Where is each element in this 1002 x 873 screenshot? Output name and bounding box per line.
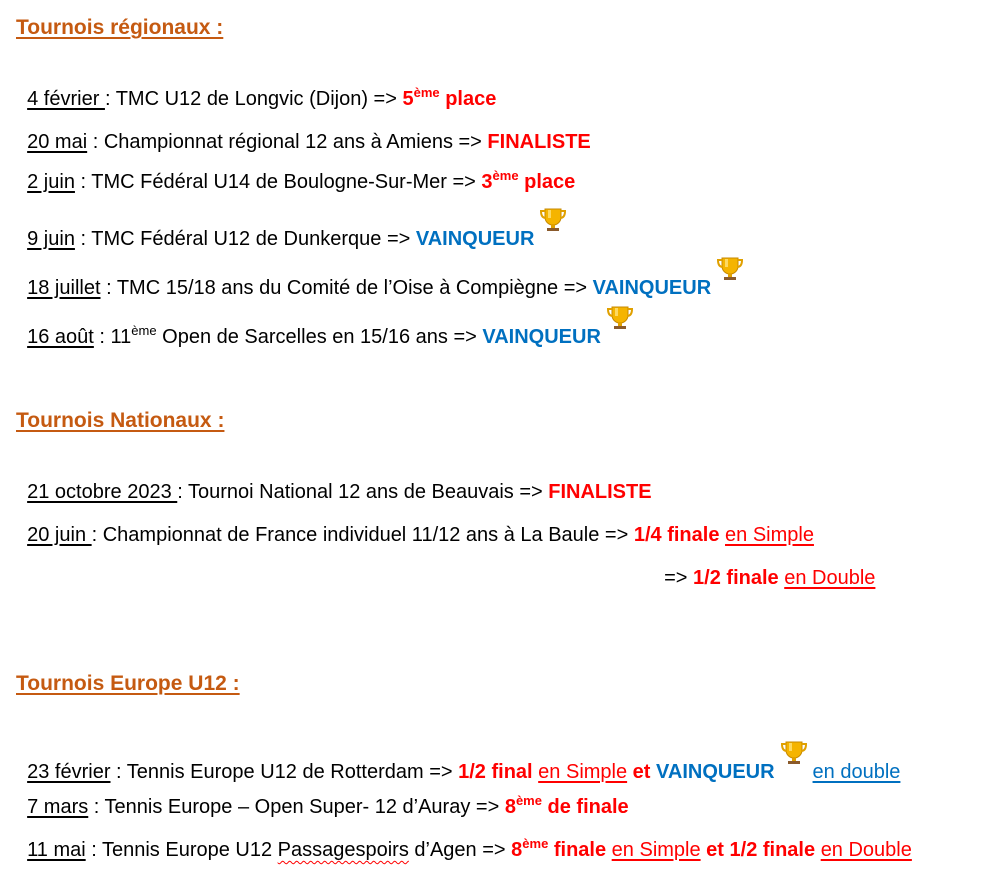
section-regional-title: Tournois régionaux : — [16, 16, 224, 39]
item-date: 4 février — [27, 88, 105, 110]
section-europe-title: Tournois Europe U12 : — [16, 672, 240, 695]
item-detail: en Simple — [725, 524, 814, 546]
item-text: : Tournoi National 12 ans de Beauvais => — [177, 481, 549, 503]
section-national-title: Tournois Nationaux : — [16, 409, 225, 432]
item-text: : Championnat de France individuel 11/12 ans à La Baule => — [91, 524, 634, 546]
item-detail-2: en double — [812, 761, 901, 783]
item-text: : TMC Fédéral U14 de Boulogne-Sur-Mer => — [74, 171, 482, 193]
item-result: 8ème finale — [511, 836, 607, 861]
item-text: : 11ème Open de Sarcelles en 15/16 ans => — [93, 323, 483, 348]
item-text: : Championnat régional 12 ans à Amiens => — [87, 131, 488, 153]
item-detail: en Simple — [611, 839, 701, 861]
spellcheck-word: Passagespoirs — [277, 839, 409, 861]
list-item — [16, 811, 912, 863]
item-text: : TMC U12 de Longvic (Dijon) => — [104, 88, 403, 110]
item-result: 8ème de finale — [504, 793, 629, 818]
item-date: 20 mai — [27, 131, 88, 153]
list-item — [16, 143, 575, 195]
trophy-icon — [605, 303, 635, 333]
item-detail: en Simple — [538, 761, 628, 783]
item-date: 7 mars — [27, 796, 89, 818]
item-result: FINALISTE — [487, 131, 591, 153]
item-result: FINALISTE — [548, 481, 652, 503]
item-detail: en Double — [784, 567, 876, 589]
item-date: 2 juin — [27, 171, 75, 193]
item-date: 20 juin — [27, 524, 92, 546]
item-detail-2: en Double — [820, 839, 912, 861]
item-result: VAINQUEUR — [482, 326, 601, 348]
item-result-2: 1/2 finale — [729, 839, 816, 861]
item-text: => — [664, 567, 694, 589]
trophy-icon — [779, 738, 809, 768]
item-date: 21 octobre 2023 — [27, 481, 178, 503]
item-date: 11 mai — [27, 839, 86, 861]
item-result: 3ème place — [481, 168, 576, 193]
item-result: 5ème place — [402, 85, 497, 110]
item-connector: et — [627, 761, 657, 783]
item-result: VAINQUEUR — [415, 228, 535, 250]
item-text: : Tennis Europe U12 Passagespoirs d’Agen => — [85, 839, 512, 861]
item-text: : TMC 15/18 ans du Comité de l’Oise à Compiègne => — [100, 277, 593, 299]
item-result: VAINQUEUR — [592, 277, 712, 299]
item-text: : TMC Fédéral U12 de Dunkerque => — [74, 228, 416, 250]
trophy-icon — [538, 205, 568, 235]
item-date: 18 juillet — [27, 277, 101, 299]
trophy-icon — [715, 254, 745, 284]
item-result: 1/4 finale — [633, 524, 720, 546]
list-item — [16, 289, 635, 350]
item-text: : Tennis Europe – Open Super- 12 d’Auray => — [88, 796, 505, 818]
list-item — [653, 539, 875, 591]
item-result: 1/2 final — [458, 761, 533, 783]
item-date: 23 février — [27, 761, 111, 783]
item-result: 1/2 finale — [693, 567, 779, 589]
item-result-2: VAINQUEUR — [656, 761, 775, 783]
item-connector: et — [700, 839, 730, 861]
item-text: : Tennis Europe U12 de Rotterdam => — [110, 761, 459, 783]
item-date: 9 juin — [27, 228, 75, 250]
item-date: 16 août — [27, 326, 94, 348]
